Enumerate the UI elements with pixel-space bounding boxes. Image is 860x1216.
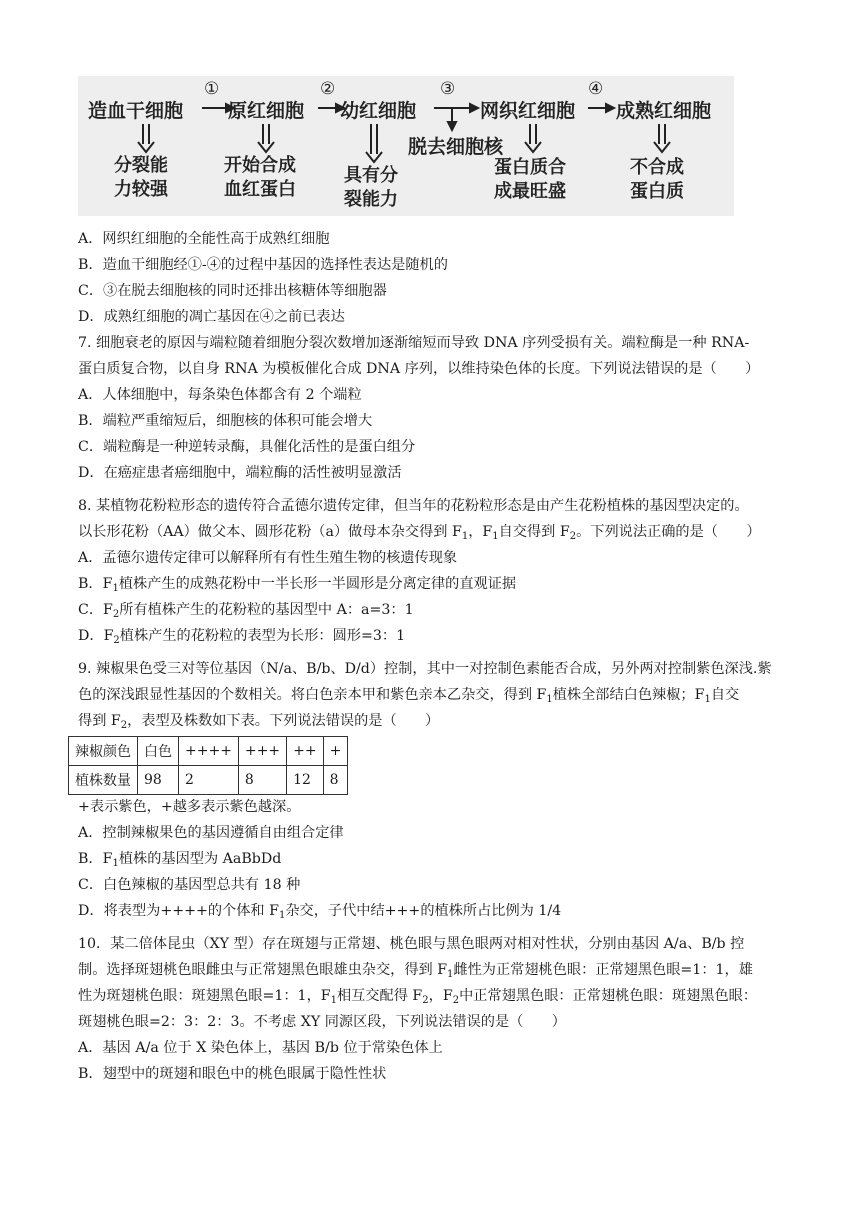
text: 杂交，子代中结+++的植株所占比例为 1/4 [285,903,562,919]
q8-stem-line-1: 8. 某植物花粉粒形态的遗传符合孟德尔遗传定律，但当年的花粉粒形态是由产生花粉植株的基因型决定的。 [78,498,749,514]
table-cell: +++ [238,737,286,766]
q8-option-b [78,574,798,594]
q8-option-a: A．孟德尔遗传定律可以解释所有有性生殖生物的核遗传现象 [78,550,458,566]
node-hematopoietic-stem-cell: 造血干细胞 [88,100,184,122]
desc-proerythroblast [224,154,296,202]
text: B．F [78,851,113,867]
q6-option-d: D．成熟红细胞的凋亡基因在④之前已表达 [78,309,345,325]
subscript: 1 [112,858,119,869]
text: 以长形花粉（AA）做父本、圆形花粉（a）做母本杂交得到 F [78,524,462,540]
text: D．将表型为++++的个体和 F [78,903,279,919]
text: 自交得到 F [498,524,570,540]
q10-stem-line-4: 斑翅桃色眼=2：3：2：3。不考虑 XY 同源区段，下列说法错误的是（ ） [78,1014,566,1030]
desc-stem-cell [114,154,168,202]
q6-option-c: C．③在脱去细胞核的同时还排出核糖体等细胞器 [78,283,387,299]
subscript: 2 [569,531,577,542]
node-mature-red-cell: 成熟红细胞 [616,100,712,122]
node-erythroblast: 幼红细胞 [340,100,417,122]
text: ，F [468,524,493,540]
desc-reticulocyte [494,156,566,204]
subscript: 2 [422,995,429,1006]
text: 中正常翅黑色眼：正常翅桃色眼：斑翅黑色眼： [459,988,758,1004]
q10-stem-line-3 [78,986,798,1006]
text: B．F [78,576,113,592]
table-cell: + [323,737,348,766]
q8-option-d [78,626,798,646]
desc-line: 蛋白质合 [494,157,566,178]
subscript: 1 [330,995,337,1006]
table-cell: 2 [179,766,239,795]
enucleation-note: 脱去细胞核 [408,136,504,158]
step-4-label: ④ [588,79,604,99]
desc-line: 血红蛋白 [224,179,296,200]
text: ，表型及株数如下表。下列说法错误的是（ ） [127,713,440,729]
q7-option-a: A．人体细胞中，每条染色体都含有 2 个端粒 [78,387,362,403]
table-cell: 植株数量 [69,766,138,795]
table-cell: 12 [287,766,323,795]
desc-line: 裂能力 [344,189,398,210]
subscript: 1 [278,910,286,921]
text: ，F [428,988,453,1004]
text: 色的深浅跟显性基因的个数相关。将白色亲本甲和紫色亲本乙杂交，得到 F [78,687,547,703]
subscript: 1 [546,694,553,705]
subscript: 1 [461,531,469,542]
subscript: 2 [452,995,460,1006]
text: D．F [78,628,114,644]
text: C．F [78,602,113,618]
pepper-color-table [68,736,348,795]
q9-stem-line-2 [78,685,798,705]
subscript: 2 [113,635,120,646]
text: 植株产生的成熟花粉中一半长形一半圆形是分离定律的直观证据 [118,576,517,592]
q7-stem-line-2: 蛋白质复合物，以自身 RNA 为模板催化合成 DNA 序列，以维持染色体的长度。下列说法错误的是（ ） [78,361,760,377]
step-3-label: ③ [440,79,456,99]
text: 自交 [710,687,740,703]
text: 植株全部结白色辣椒；F [552,687,705,703]
desc-line: 蛋白质 [630,181,684,202]
q9-stem-line-3 [78,711,798,731]
q7-stem-line-1: 7. 细胞衰老的原因与端粒随着细胞分裂次数增加逐渐缩短而导致 DNA 序列受损有关。端粒酶是一种 RNA- [78,335,750,351]
text: 植株产生的花粉粒的表型为长形：圆形=3：1 [119,628,406,644]
q10-option-a: A．基因 A/a 位于 X 染色体上，基因 B/b 位于常染色体上 [78,1040,443,1056]
subscript: 1 [704,694,711,705]
text: 植株的基因型为 AaBbDd [118,851,282,867]
desc-line: 具有分 [344,165,398,186]
q8-option-c [78,600,798,620]
desc-line: 成最旺盛 [494,181,566,202]
q7-option-d: D．在癌症患者癌细胞中，端粒酶的活性被明显激活 [78,465,402,481]
table-cell: 98 [138,766,179,795]
q9-option-a: A．控制辣椒果色的基因遵循自由组合定律 [78,825,344,841]
node-proerythroblast: 原红细胞 [228,100,305,122]
table-cell: ++++ [179,737,239,766]
q10-option-b: B．翅型中的斑翅和眼色中的桃色眼属于隐性性状 [78,1066,387,1082]
q10-stem-line-2 [78,960,798,980]
desc-line: 力较强 [114,179,168,200]
step-2-label: ② [320,79,336,99]
q9-option-c: C．白色辣椒的基因型总共有 18 种 [78,877,301,893]
q7-option-b: B．端粒严重缩短后，细胞核的体积可能会增大 [78,413,373,429]
node-reticulocyte: 网织红细胞 [480,100,576,122]
q9-option-d [78,901,798,921]
desc-mature-red-cell [630,156,684,204]
text: 雌性为正常翅桃色眼：正常翅黑色眼=1：1，雄 [453,962,753,978]
subscript: 1 [447,969,454,980]
q7-option-c: C．端粒酶是一种逆转录酶，具催化活性的是蛋白组分 [78,439,416,455]
step-1-label: ① [204,79,220,99]
q10-stem-line-1: 10．某二倍体昆虫（XY 型）存在斑翅与正常翅、桃色眼与黑色眼两对相对性状，分别由基因 A/a、B/b 控 [78,936,745,952]
q9-option-b [78,849,798,869]
subscript: 1 [492,531,499,542]
text: 得到 F [78,713,121,729]
table-cell: 辣椒颜色 [69,737,138,766]
table-header-row [69,737,348,766]
desc-erythroblast [344,164,398,212]
text: 制。选择斑翅桃色眼雌虫与正常翅黑色眼雄虫杂交，得到 F [78,962,448,978]
q8-stem-line-2 [78,522,798,542]
q6-option-a: A．网织红细胞的全能性高于成熟红细胞 [78,231,330,247]
table-row [69,766,348,795]
subscript: 2 [112,609,120,620]
table-cell: 8 [323,766,348,795]
q9-table-note: +表示紫色，+越多表示紫色越深。 [78,799,301,815]
q9-stem-line-1: 9. 辣椒果色受三对等位基因（N/a、B/b、D/d）控制，其中一对控制色素能否合成，另外两对控制紫色深浅.紫 [78,661,772,677]
text: 。下列说法正确的是（ ） [576,524,761,540]
table-cell: 8 [238,766,286,795]
desc-line: 开始合成 [224,155,296,176]
text: 性为斑翅桃色眼：斑翅黑色眼=1：1，F [78,988,331,1004]
subscript: 2 [120,720,128,731]
red-blood-cell-differentiation-diagram [78,76,734,216]
q6-option-b: B．造血干细胞经①-④的过程中基因的选择性表达是随机的 [78,257,448,273]
table-cell: 白色 [138,737,179,766]
table-cell: ++ [287,737,323,766]
subscript: 1 [112,583,119,594]
desc-line: 不合成 [630,157,684,178]
desc-line: 分裂能 [114,155,168,176]
text: 相互交配得 F [336,988,423,1004]
text: 所有植株产生的花粉粒的基因型中 A：a=3：1 [119,602,414,618]
